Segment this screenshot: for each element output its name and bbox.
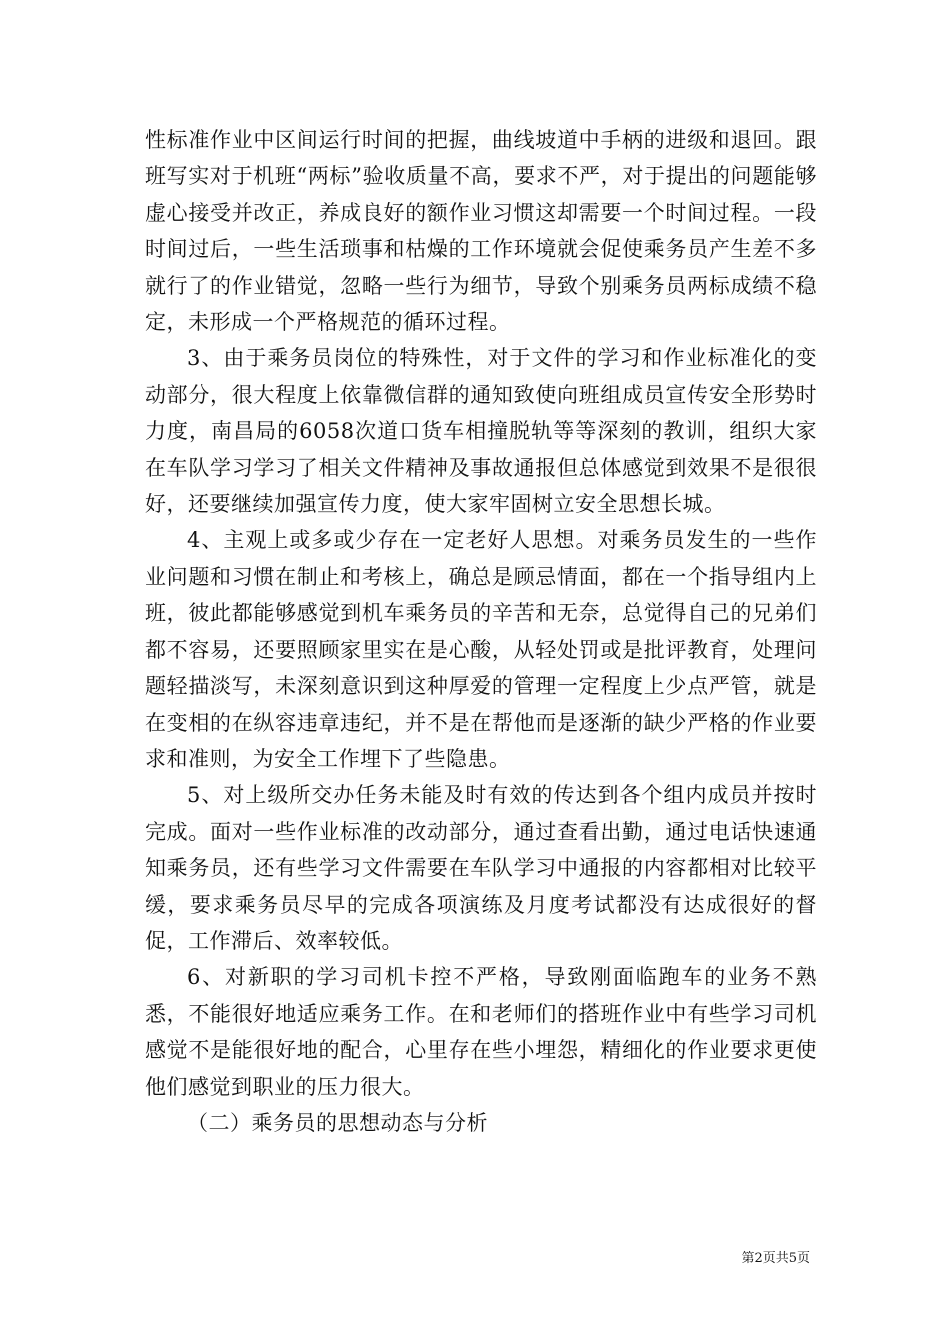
paragraph-item-4: 4、主观上或多或少存在一定老好人思想。对乘务员发生的一些作业问题和习惯在制止和考核上，确总是顾忌情面，都在一个指导组内上班，彼此都能够感觉到机车乘务员的辛苦和无奈，总觉得自己的兄弟们都不容易，还要照顾家里实在是心酸，从轻处罚或是批评教育，处理问题轻描淡写，未深刻意识到这种厚爱的管理一定程度上少点严管，就是在变相的在纵容违章违纪，并不是在帮他而是逐渐的缺少严格的作业要求和准则，为安全工作埋下了些隐患。: [145, 528, 817, 771]
page-number-footer: 第2页共5页: [741, 1251, 810, 1266]
paragraph-item-3: 3、由于乘务员岗位的特殊性，对于文件的学习和作业标准化的变动部分，很大程度上依靠微信群的通知致使向班组成员宣传安全形势时力度，南昌局的6058次道口货车相撞脱轨等等深刻的教训，组织大家在车队学习学习了相关文件精神及事故通报但总体感觉到效果不是很很好，还要继续加强宣传力度，使大家牢固树立安全思想长城。: [145, 346, 817, 517]
section-heading: （二）乘务员的思想动态与分析: [187, 1110, 488, 1135]
paragraph-continuation: 性标准作业中区间运行时间的把握，曲线坡道中手柄的进级和退回。跟班写实对于机班“两标”验收质量不高，要求不严，对于提出的问题能够虚心接受并改正，养成良好的额作业习惯这却需要一个时间过程。一段时间过后，一些生活琐事和枯燥的工作环境就会促使乘务员产生差不多就行了的作业错觉，忽略一些行为细节，导致个别乘务员两标成绩不稳定，未形成一个严格规范的循环过程。: [145, 128, 817, 335]
paragraph-item-5: 5、对上级所交办任务未能及时有效的传达到各个组内成员并按时完成。面对一些作业标准的改动部分，通过查看出勤，通过电话快速通知乘务员，还有些学习文件需要在车队学习中通报的内容都相对比较平缓，要求乘务员尽早的完成各项演练及月度考试都没有达成很好的督促，工作滞后、效率较低。: [145, 783, 817, 953]
document-body: [145, 122, 817, 1141]
paragraph-item-6: 6、对新职的学习司机卡控不严格，导致刚面临跑车的业务不熟悉，不能很好地适应乘务工作。在和老师们的搭班作业中有些学习司机感觉不是能很好地的配合，心里存在些小埋怨，精细化的作业要求更使他们感觉到职业的压力很大。: [145, 965, 817, 1099]
